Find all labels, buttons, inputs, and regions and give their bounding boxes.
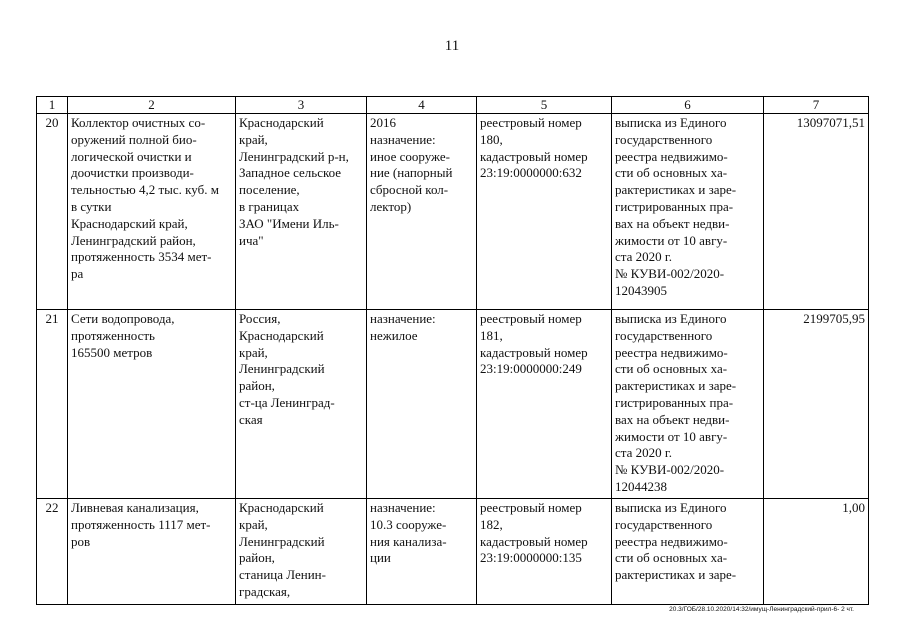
cell-text-line: ича"	[239, 232, 264, 248]
cell-text-line: Краснодарский край,	[71, 215, 188, 231]
cell-text-line: рактеристиках и заре-	[615, 567, 737, 583]
address-cell	[236, 499, 367, 605]
document-cell	[612, 499, 764, 605]
cell-text-line: реестровый номер	[480, 500, 582, 515]
cell-text-line: ров	[71, 533, 91, 549]
cell-text-line: рактеристиках и заре-	[615, 378, 737, 394]
cell-text-line: 23:19:0000000:135	[480, 550, 582, 566]
row-number: 20	[37, 114, 68, 310]
object-name-cell	[68, 114, 236, 310]
cell-text-line: реестра недвижимо-	[615, 148, 728, 164]
cell-text-line: Коллектор очистных со-	[71, 115, 206, 130]
cell-text-line: назначение:	[370, 311, 436, 326]
cell-text-line: выписка из Единого	[615, 311, 727, 326]
cell-text-line: ст-ца Ленинград-	[239, 394, 335, 410]
property-registry-table	[36, 96, 869, 605]
cell-text-line: 181,	[480, 327, 503, 343]
cell-text-line: рактеристиках и заре-	[615, 182, 737, 198]
column-header-5: 5	[477, 97, 612, 114]
cell-text-line: Ливневая канализация,	[71, 500, 199, 515]
cell-text-line: Краснодарский	[239, 327, 324, 343]
column-header-7: 7	[764, 97, 869, 114]
cell-text-line: № КУВИ-002/2020-	[615, 462, 725, 478]
cell-text-line: реестра недвижимо-	[615, 344, 728, 360]
row-number: 21	[37, 310, 68, 499]
table-body	[37, 114, 869, 605]
cell-text-line: сти об основных ха-	[615, 550, 728, 566]
cell-text-line: Ленинградский р-н,	[239, 148, 349, 164]
cell-text-line: край,	[239, 516, 268, 532]
purpose-cell	[367, 114, 477, 310]
value-cell: 2199705,95	[764, 310, 869, 499]
cell-text-line: оружений полной био-	[71, 131, 197, 147]
page-number: 11	[444, 38, 460, 54]
cell-text-line: 12044238	[615, 478, 667, 494]
cell-text-line: в границах	[239, 198, 300, 214]
cell-text-line: гистрированных пра-	[615, 198, 734, 214]
registry-number-cell	[477, 499, 612, 605]
cell-text-line: 12043905	[615, 282, 667, 298]
column-header-6: 6	[612, 97, 764, 114]
cell-text-line: реестра недвижимо-	[615, 533, 728, 549]
value-cell: 13097071,51	[764, 114, 869, 310]
cell-text-line: жимости от 10 авгу-	[615, 232, 728, 248]
cell-text-line: назначение:	[370, 131, 436, 147]
column-header-2: 2	[68, 97, 236, 114]
cell-text-line: доочистки производи-	[71, 165, 194, 181]
cell-text-line: логической очистки и	[71, 148, 192, 164]
cell-text-line: иное сооруже-	[370, 148, 450, 164]
cell-text-line: кадастровый номер	[480, 148, 588, 164]
cell-text-line: Россия,	[239, 311, 281, 326]
cell-text-line: протяженность 3534 мет-	[71, 249, 212, 265]
table-row	[37, 114, 869, 310]
cell-text-line: ская	[239, 411, 263, 427]
cell-text-line: 23:19:0000000:632	[480, 165, 582, 181]
cell-text-line: государственного	[615, 131, 713, 147]
cell-text-line: Ленинградский район,	[71, 232, 196, 248]
cell-text-line: государственного	[615, 327, 713, 343]
address-cell	[236, 310, 367, 499]
purpose-cell	[367, 499, 477, 605]
cell-text-line: в сутки	[71, 198, 112, 214]
cell-text-line: край,	[239, 131, 268, 147]
cell-text-line: сти об основных ха-	[615, 361, 728, 377]
cell-text-line: вах на объект недви-	[615, 411, 730, 427]
cell-text-line: 10.3 сооруже-	[370, 516, 447, 532]
table-row	[37, 499, 869, 605]
cell-text-line: вах на объект недви-	[615, 215, 730, 231]
cell-text-line: ния канализа-	[370, 533, 447, 549]
table-row	[37, 310, 869, 499]
cell-text-line: реестровый номер	[480, 115, 582, 130]
cell-text-line: поселение,	[239, 182, 300, 198]
cell-text-line: район,	[239, 378, 275, 394]
cell-text-line: ЗАО "Имени Иль-	[239, 215, 339, 231]
cell-text-line: выписка из Единого	[615, 500, 727, 515]
column-header-1: 1	[37, 97, 68, 114]
cell-text-line: 2016	[370, 115, 396, 130]
cell-text-line: район,	[239, 550, 275, 566]
cell-text-line: нежилое	[370, 327, 418, 343]
cell-text-line: тельностью 4,2 тыс. куб. м	[71, 182, 219, 198]
cell-text-line: Краснодарский	[239, 115, 324, 130]
object-name-cell	[68, 310, 236, 499]
cell-text-line: государственного	[615, 516, 713, 532]
cell-text-line: назначение:	[370, 500, 436, 515]
footer-document-code: 20.3/ГОБ/28.10.2020/14:32/имущ-Ленинградский-прил-6- 2 чт.	[669, 606, 854, 613]
registry-number-cell	[477, 114, 612, 310]
cell-text-line: № КУВИ-002/2020-	[615, 266, 725, 282]
cell-text-line: 165500 метров	[71, 344, 153, 360]
cell-text-line: протяженность 1117 мет-	[71, 516, 211, 532]
registry-number-cell	[477, 310, 612, 499]
cell-text-line: реестровый номер	[480, 311, 582, 326]
cell-text-line: лектор)	[370, 198, 412, 214]
cell-text-line: край,	[239, 344, 268, 360]
cell-text-line: Краснодарский	[239, 500, 324, 515]
cell-text-line: станица Ленин-	[239, 567, 326, 583]
cell-text-line: градская,	[239, 583, 291, 599]
cell-text-line: Сети водопровода,	[71, 311, 175, 326]
row-number: 22	[37, 499, 68, 605]
document-cell	[612, 114, 764, 310]
column-header-4: 4	[367, 97, 477, 114]
cell-text-line: кадастровый номер	[480, 344, 588, 360]
column-header-3: 3	[236, 97, 367, 114]
cell-text-line: сти об основных ха-	[615, 165, 728, 181]
cell-text-line: ра	[71, 266, 84, 282]
cell-text-line: ста 2020 г.	[615, 445, 672, 461]
cell-text-line: сбросной кол-	[370, 182, 449, 198]
cell-text-line: жимости от 10 авгу-	[615, 428, 728, 444]
value-cell: 1,00	[764, 499, 869, 605]
cell-text-line: Ленинградский	[239, 361, 325, 377]
cell-text-line: гистрированных пра-	[615, 394, 734, 410]
cell-text-line: 23:19:0000000:249	[480, 361, 582, 377]
cell-text-line: 182,	[480, 516, 503, 532]
cell-text-line: протяженность	[71, 327, 155, 343]
address-cell	[236, 114, 367, 310]
object-name-cell	[68, 499, 236, 605]
cell-text-line: выписка из Единого	[615, 115, 727, 130]
cell-text-line: ние (напорный	[370, 165, 453, 181]
cell-text-line: ции	[370, 550, 391, 566]
cell-text-line: Ленинградский	[239, 533, 325, 549]
table-header-row	[37, 97, 869, 114]
purpose-cell	[367, 310, 477, 499]
cell-text-line: 180,	[480, 131, 503, 147]
cell-text-line: ста 2020 г.	[615, 249, 672, 265]
document-cell	[612, 310, 764, 499]
cell-text-line: кадастровый номер	[480, 533, 588, 549]
cell-text-line: Западное сельское	[239, 165, 342, 181]
